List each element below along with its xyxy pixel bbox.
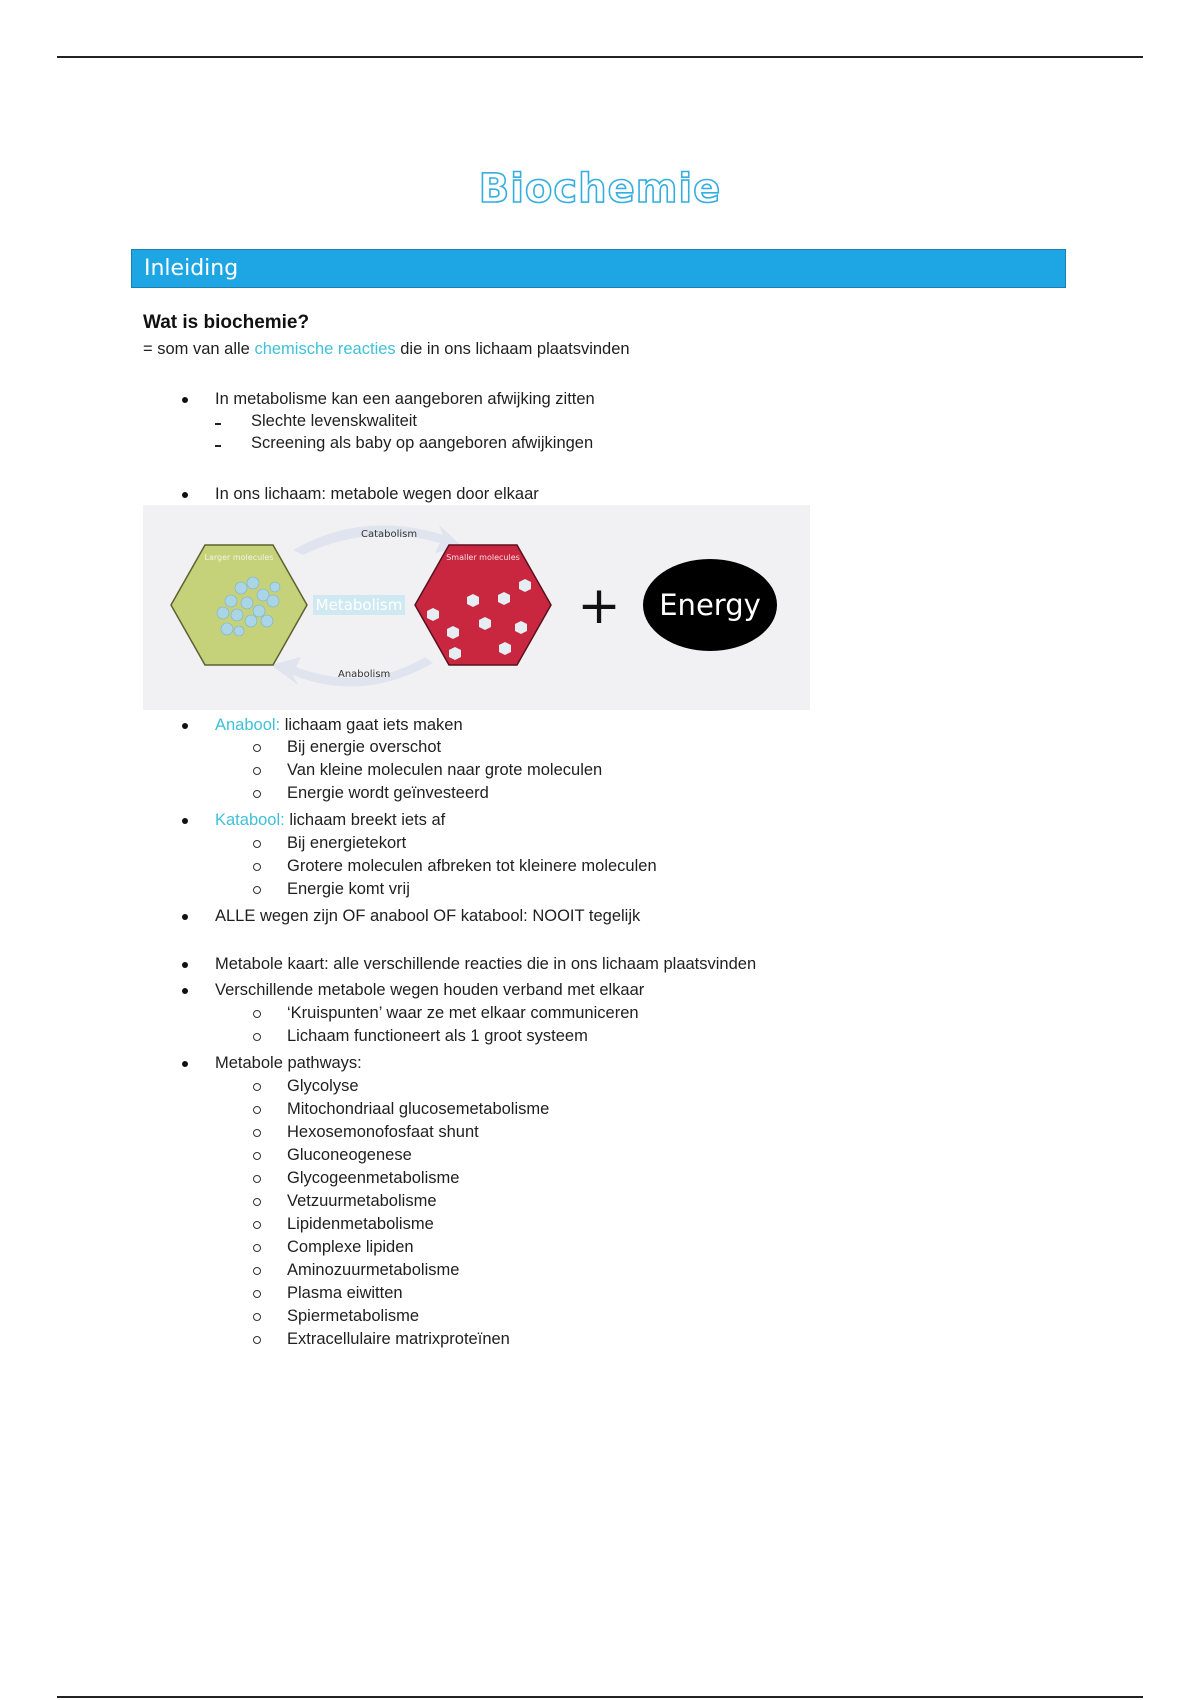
document-title: Biochemie	[478, 166, 722, 212]
pathway-item: Plasma eiwitten	[287, 1284, 403, 1302]
circle-bullet-icon	[253, 744, 261, 752]
pathway-item: Lipidenmetabolisme	[287, 1215, 434, 1233]
circle-bullet-icon	[253, 1313, 261, 1321]
bullet-verschillende-wegen: Verschillende metabole wegen houden verband met elkaar	[215, 981, 645, 999]
bullet-icon	[182, 492, 188, 498]
pathway-item: Hexosemonofosfaat shunt	[287, 1123, 479, 1141]
definition-prefix: = som van alle	[143, 340, 255, 358]
bullet-icon	[182, 914, 188, 920]
footer-rule	[57, 1696, 1143, 1698]
pathway-item: Gluconeogenese	[287, 1146, 412, 1164]
anabolism-label: Anabolism	[338, 669, 391, 680]
bullet-icon	[182, 1061, 188, 1067]
dash-icon	[215, 445, 221, 447]
circle-bullet-icon	[253, 767, 261, 775]
circle-bullet-icon	[253, 1244, 261, 1252]
bullet-icon	[182, 397, 188, 403]
sub-item: ‘Kruispunten’ waar ze met elkaar communiceren	[287, 1004, 639, 1022]
sub-item: Van kleine moleculen naar grote moleculen	[287, 761, 603, 779]
circle-bullet-icon	[253, 1290, 261, 1298]
definition-line	[143, 340, 630, 359]
term-katabool: Katabool:	[215, 811, 285, 829]
sub-item: Bij energie overschot	[287, 738, 442, 756]
circle-bullet-icon	[253, 1336, 261, 1344]
larger-molecules-hexagon	[171, 545, 307, 665]
dash-icon	[215, 423, 221, 425]
circle-bullet-icon	[253, 1267, 261, 1275]
bullet-metabole-pathways: Metabole pathways:	[215, 1054, 362, 1072]
sub-item: Screening als baby op aangeboren afwijkingen	[251, 434, 594, 452]
circle-bullet-icon	[253, 1175, 261, 1183]
question-heading: Wat is biochemie?	[143, 312, 310, 333]
sub-item: Energie wordt geïnvesteerd	[287, 784, 489, 802]
definition-suffix: die in ons lichaam plaatsvinden	[395, 340, 630, 358]
metabolism-figure	[143, 505, 810, 710]
header-rule	[57, 56, 1143, 58]
pathway-item: Aminozuurmetabolisme	[287, 1261, 460, 1279]
sub-item: Grotere moleculen afbreken tot kleinere moleculen	[287, 857, 657, 875]
definition-accent: chemische reacties	[254, 340, 396, 358]
bullet-icon	[182, 988, 188, 994]
pathway-item: Extracellulaire matrixproteïnen	[287, 1330, 510, 1348]
circle-bullet-icon	[253, 863, 261, 871]
catabolism-label: Catabolism	[361, 529, 418, 540]
circle-bullet-icon	[253, 1033, 261, 1041]
plus-sign: +	[577, 576, 621, 636]
katabool-description: lichaam breekt iets af	[284, 811, 446, 829]
pathway-item: Complexe lipiden	[287, 1238, 414, 1256]
circle-bullet-icon	[253, 1152, 261, 1160]
sub-item: Lichaam functioneert als 1 groot systeem	[287, 1027, 588, 1045]
sub-item: Slechte levenskwaliteit	[251, 412, 417, 430]
pathway-item: Glycogeenmetabolisme	[287, 1169, 460, 1187]
circle-bullet-icon	[253, 1083, 261, 1091]
circle-bullet-icon	[253, 886, 261, 894]
smaller-molecules-hexagon	[415, 545, 551, 665]
sub-item: Energie komt vrij	[287, 880, 410, 898]
bullet-metabole-wegen: In ons lichaam: metabole wegen door elkaar	[215, 485, 539, 503]
circle-bullet-icon	[253, 1010, 261, 1018]
energy-label: Energy	[659, 588, 761, 622]
pathway-item: Glycolyse	[287, 1077, 359, 1095]
metabolism-diagram	[143, 505, 810, 710]
term-anabool: Anabool:	[215, 716, 281, 734]
sub-item: Bij energietekort	[287, 834, 407, 852]
bullet-metabole-kaart: Metabole kaart: alle verschillende reacties die in ons lichaam plaatsvinden	[215, 955, 757, 973]
pathway-item: Vetzuurmetabolisme	[287, 1192, 437, 1210]
bullet-alle-wegen: ALLE wegen zijn OF anabool OF katabool: NOOIT tegelijk	[215, 907, 641, 925]
circle-bullet-icon	[253, 1198, 261, 1206]
pathway-item: Spiermetabolisme	[287, 1307, 420, 1325]
pathway-item: Mitochondriaal glucosemetabolisme	[287, 1100, 550, 1118]
bullet-icon	[182, 723, 188, 729]
circle-bullet-icon	[253, 790, 261, 798]
anabool-description: lichaam gaat iets maken	[280, 716, 463, 734]
circle-bullet-icon	[253, 1129, 261, 1137]
circle-bullet-icon	[253, 840, 261, 848]
bullet-katabool	[215, 811, 445, 830]
circle-bullet-icon	[253, 1106, 261, 1114]
metabolism-label: Metabolism	[315, 596, 403, 614]
bullet-icon	[182, 962, 188, 968]
smaller-molecules-label: Smaller molecules	[446, 553, 520, 562]
bullet-anabool	[215, 716, 463, 735]
circle-bullet-icon	[253, 1221, 261, 1229]
larger-molecules-label: Larger molecules	[204, 553, 274, 562]
bullet-icon	[182, 818, 188, 824]
section-heading-inleiding: Inleiding	[131, 249, 1066, 288]
bullet-metabolisme-afwijking: In metabolisme kan een aangeboren afwijking zitten	[215, 390, 595, 408]
